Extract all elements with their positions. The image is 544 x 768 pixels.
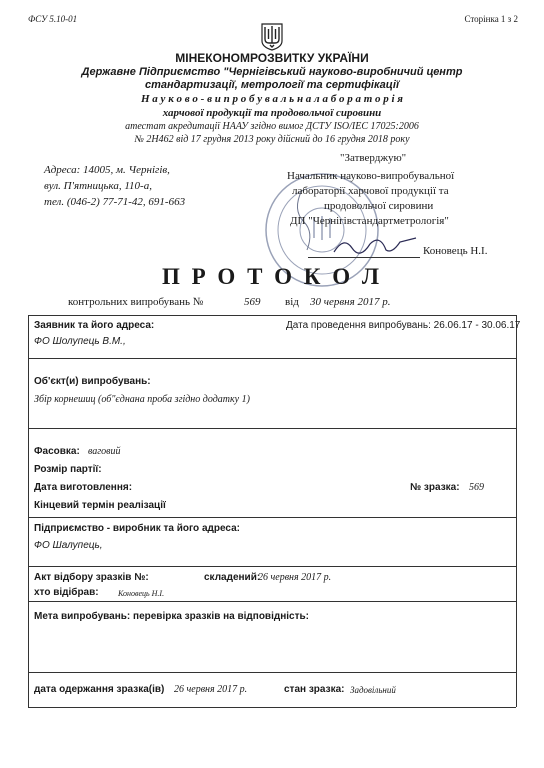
purpose-label: Мета випробувань: перевірка зразків на відповідність:: [34, 611, 309, 622]
protocol-date: 30 червня 2017 р.: [310, 296, 391, 308]
applicant-value: ФО Шолупець В.М.,: [34, 336, 126, 347]
producer-label: Підприємство - виробник та його адреса:: [34, 523, 240, 534]
test-dates: Дата проведення випробувань: 26.06.17 - 30.06.17: [286, 320, 521, 331]
packing-label: Фасовка:: [34, 446, 80, 457]
composed-label: складений:: [204, 572, 261, 583]
sample-state-label: стан зразка:: [284, 684, 345, 695]
frame-bottom: [28, 707, 516, 708]
sampler-label: хто відібрав:: [34, 587, 99, 598]
address-line1: Адреса: 14005, м. Чернігів,: [44, 164, 170, 176]
composed-value: 26 червня 2017 р.: [258, 572, 332, 583]
enterprise-name-line1: Державне Підприємство "Чернігівський науково-виробничий центр: [81, 66, 463, 78]
approve-label: "Затверджую": [340, 152, 407, 164]
protocol-number: 569: [244, 296, 261, 308]
object-label: Об'єкт(и) випробувань:: [34, 376, 151, 387]
coat-of-arms-icon: [261, 23, 283, 51]
sample-state-value: Задовільний: [350, 685, 396, 695]
divider: [28, 517, 516, 518]
signer-name: Коновець Н.І.: [423, 245, 488, 257]
accreditation-line2: № 2Н462 від 17 грудня 2013 року дійсний до 16 грудня 2018 року: [134, 134, 410, 145]
divider: [28, 428, 516, 429]
protocol-subtitle: контрольних випробувань №: [68, 296, 204, 308]
producer-value: ФО Шалупець,: [34, 540, 103, 551]
object-value: Збір корнешиц (об"єднана проба згідно додатку 1): [34, 394, 250, 405]
frame-left: [28, 315, 29, 707]
divider: [28, 566, 516, 567]
divider: [28, 601, 516, 602]
frame-top: [28, 315, 516, 316]
applicant-label: Заявник та його адреса:: [34, 320, 155, 331]
divider: [28, 672, 516, 673]
received-date-label: дата одержання зразка(ів): [34, 684, 165, 695]
frame-right: [516, 315, 517, 707]
expiry-label: Кінцевий термін реалізації: [34, 500, 166, 511]
enterprise-name-line2: стандартизації, метрології та сертифікації: [144, 79, 400, 91]
approval-line1: Начальник науково-випробувальної: [287, 170, 455, 182]
protocol-date-prefix: від: [285, 296, 299, 308]
sampler-value: Коновець Н.І.: [118, 589, 165, 598]
address-line3: тел. (046-2) 77-71-42, 691-663: [44, 196, 186, 208]
sample-number-value: 569: [469, 482, 484, 493]
signature: [330, 232, 420, 258]
page-number: Сторінка 1 з 2: [464, 14, 518, 24]
manufacture-date-label: Дата виготовлення:: [34, 482, 133, 493]
batch-size-label: Розмір партії:: [34, 464, 102, 475]
lab-name-line2: харчової продукції та продовольчої сировини: [162, 107, 382, 119]
protocol-title: П Р О Т О К О Л: [161, 264, 382, 289]
form-code: ФСУ 5.10-01: [28, 14, 78, 24]
approval-line2: лабораторії харчової продукції та: [292, 185, 449, 197]
packing-value: ваговий: [88, 446, 121, 457]
accreditation-line1: атестат акредитації НААУ згідно вимог ДСТУ ISO/IEC 17025:2006: [125, 121, 419, 132]
received-date-value: 26 червня 2017 р.: [174, 684, 248, 695]
approval-line4: ДП "Чернігівстандартметрологія": [290, 215, 449, 227]
approval-line3: продовольчої сировини: [324, 200, 434, 212]
act-label: Акт відбору зразків №:: [34, 572, 149, 583]
sample-number-label: № зразка:: [410, 482, 460, 493]
lab-name-line1: Н а у к о в о - в и п р о б у в а л ь н а л а б о р а т о р і я: [141, 93, 403, 105]
ministry-title: МІНЕКОНОМРОЗВИТКУ УКРАЇНИ: [175, 51, 369, 65]
divider: [28, 358, 516, 359]
address-line2: вул. П'ятницька, 110-а,: [44, 180, 152, 192]
